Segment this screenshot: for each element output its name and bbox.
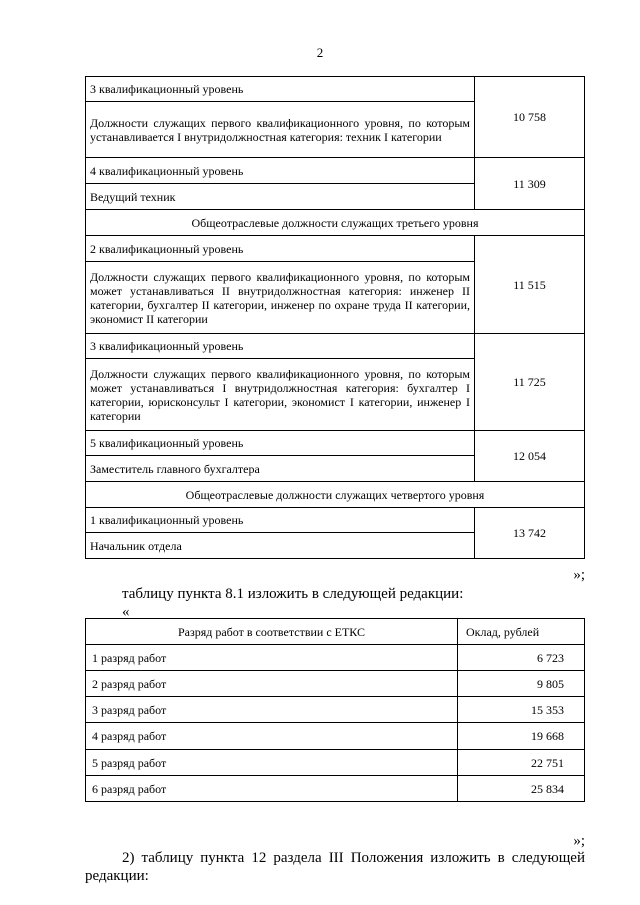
page-number: 2 <box>316 45 324 60</box>
table-row <box>86 750 585 776</box>
grade-cell: 1 разряд работ <box>86 645 458 671</box>
qualification-level: 5 квалификационный уровень <box>86 431 475 456</box>
salary-value: 12 054 <box>475 431 585 482</box>
table-row <box>86 236 585 262</box>
position-list: Должности служащих первого квалификационного уровня, по которым устанавливается I внутридолжностная категория: техник I категории <box>86 102 475 158</box>
position-list: Должности служащих первого квалификационного уровня, по которым может устанавливаться II внутридолжностная категория: инженер II категории, бухгалтер II категории, инженер по охране труда II категории, экономист II категории <box>86 262 475 334</box>
grade-cell: 5 разряд работ <box>86 750 458 776</box>
section-row <box>86 210 585 236</box>
salary-value: 10 758 <box>475 77 585 158</box>
table-row <box>86 697 585 723</box>
table-row <box>86 645 585 671</box>
table-row <box>86 334 585 359</box>
section-title: Общеотраслевые должности служащих четвертого уровня <box>86 482 585 508</box>
table-row <box>86 77 585 102</box>
qualification-level: 3 квалификационный уровень <box>86 77 475 102</box>
table-row <box>86 158 585 184</box>
qualification-level: 1 квалификационный уровень <box>86 508 475 533</box>
position-list: Ведущий техник <box>86 184 475 210</box>
salary-cell: 15 353 <box>458 697 585 723</box>
position-list: Заместитель главного бухгалтера <box>86 456 475 482</box>
salary-cell: 25 834 <box>458 776 585 802</box>
grade-cell: 6 разряд работ <box>86 776 458 802</box>
column-header-grade: Разряд работ в соответствии с ЕТКС <box>86 619 458 645</box>
salary-cell: 9 805 <box>458 671 585 697</box>
opening-quote: « <box>122 604 130 620</box>
salary-cell: 19 668 <box>458 723 585 750</box>
position-list: Должности служащих первого квалификационного уровня, по которым может устанавливаться I внутридолжностная категория: бухгалтер I категории, юрисконсульт I категории, экономист I категории, инженер I категории <box>86 359 475 431</box>
qualification-level: 3 квалификационный уровень <box>86 334 475 359</box>
salary-value: 11 515 <box>475 236 585 334</box>
column-header-salary: Оклад, рублей <box>458 619 585 645</box>
section-title: Общеотраслевые должности служащих третьего уровня <box>86 210 585 236</box>
salary-table <box>85 76 585 559</box>
table-row <box>86 776 585 802</box>
grade-cell: 3 разряд работ <box>86 697 458 723</box>
table-row <box>86 723 585 750</box>
qualification-level: 4 квалификационный уровень <box>86 158 475 184</box>
salary-cell: 6 723 <box>458 645 585 671</box>
salary-value: 11 309 <box>475 158 585 210</box>
position-list: Начальник отдела <box>86 533 475 559</box>
grade-cell: 2 разряд работ <box>86 671 458 697</box>
qualification-level: 2 квалификационный уровень <box>86 236 475 262</box>
table-row <box>86 508 585 533</box>
closing-quote: »; <box>573 567 585 583</box>
closing-quote: »; <box>573 833 585 849</box>
table-row <box>86 431 585 456</box>
section-row <box>86 482 585 508</box>
salary-value: 11 725 <box>475 334 585 431</box>
salary-value: 13 742 <box>475 508 585 559</box>
amendment-intro: таблицу пункта 8.1 изложить в следующей редакции: <box>122 586 464 602</box>
grades-table <box>85 618 585 802</box>
grade-cell: 4 разряд работ <box>86 723 458 750</box>
table-row <box>86 671 585 697</box>
paragraph-text: 2) таблицу пункта 12 раздела III Положения изложить в следующей редакции: <box>85 850 585 884</box>
table-header-row <box>86 619 585 645</box>
salary-cell: 22 751 <box>458 750 585 776</box>
